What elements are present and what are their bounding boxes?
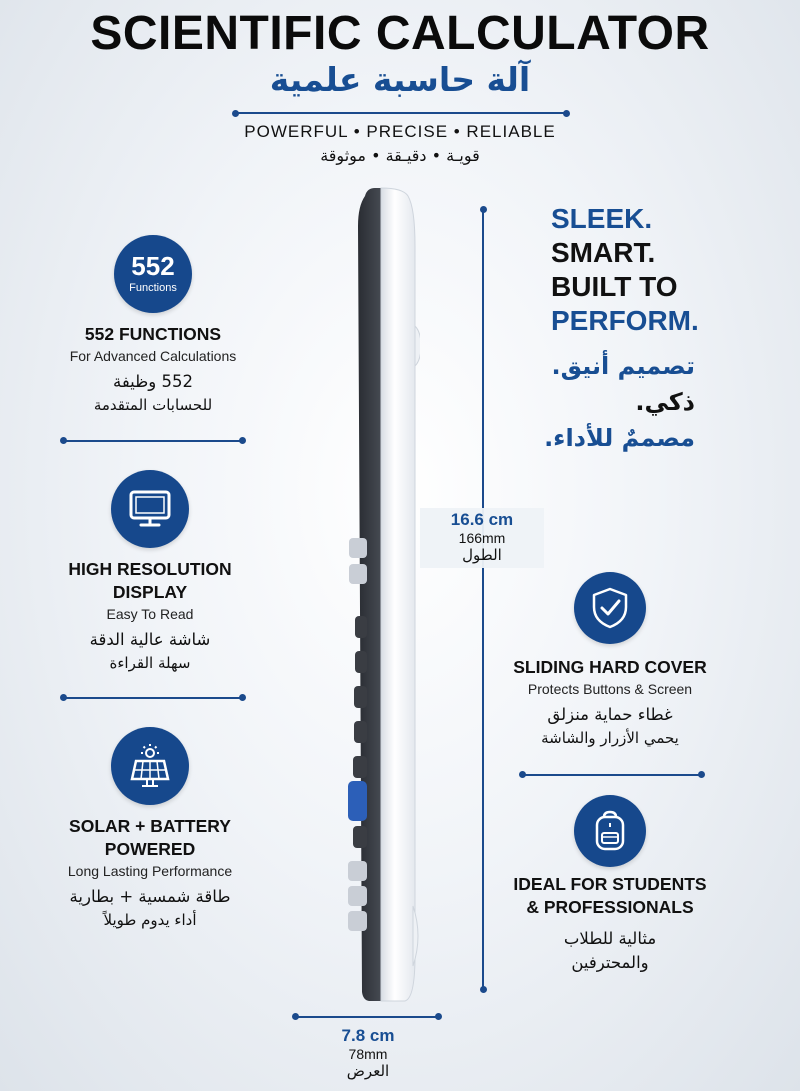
divider-left-2 bbox=[66, 697, 242, 699]
feature-title: SLIDING HARD COVER bbox=[513, 657, 707, 677]
shield-check-icon bbox=[590, 586, 630, 630]
feature-arabic-subtitle: أداء يدوم طويلاً bbox=[103, 911, 197, 929]
title-divider-dot-right bbox=[563, 110, 570, 117]
slogan-line1: SLEEK. bbox=[551, 203, 653, 234]
width-dimension-label bbox=[320, 1026, 416, 1080]
width-dimension-line bbox=[298, 1016, 438, 1018]
shield-icon-badge bbox=[574, 572, 646, 644]
solar-panel-icon-badge bbox=[111, 727, 189, 805]
slogan-arabic bbox=[530, 348, 695, 456]
tagline: POWERFUL • PRECISE • RELIABLE bbox=[244, 122, 556, 141]
slogan-arabic-line3: مصممٌ للأداء. bbox=[544, 424, 695, 452]
divider-dot bbox=[239, 437, 246, 444]
number-badge bbox=[114, 235, 192, 313]
height-mm: 166mm bbox=[458, 530, 506, 546]
feature-subtitle: Protects Buttons & Screen bbox=[527, 681, 693, 697]
feature-subtitle: Easy To Read bbox=[106, 606, 194, 622]
tagline-arabic: قويـة • دقيـقة • موثوقة bbox=[320, 146, 480, 165]
divider-dot bbox=[60, 437, 67, 444]
backpack-icon bbox=[590, 809, 630, 853]
feature-title-line1: IDEAL FOR STUDENTS bbox=[513, 874, 707, 894]
feature-arabic-title: غطاء حماية منزلق bbox=[547, 705, 673, 724]
feature-title bbox=[0, 815, 300, 861]
feature-sliding-hard-cover bbox=[460, 572, 760, 749]
divider-dot bbox=[519, 771, 526, 778]
calculator-side-view bbox=[345, 186, 420, 1006]
feature-arabic-subtitle: يحمي الأزرار والشاشة bbox=[541, 729, 679, 747]
divider-dot bbox=[60, 694, 67, 701]
width-line-dot-right bbox=[435, 1013, 442, 1020]
feature-title: 552 FUNCTIONS bbox=[84, 324, 222, 344]
feature-title-line2: POWERED bbox=[104, 839, 196, 859]
feature-students-professionals bbox=[460, 795, 760, 975]
monitor-icon-badge bbox=[111, 470, 189, 548]
height-line-dot-bottom bbox=[480, 986, 487, 993]
divider-dot bbox=[239, 694, 246, 701]
slogan-arabic-line1: تصميم أنيق. bbox=[551, 352, 695, 380]
badge-number: 552 bbox=[131, 251, 175, 281]
feature-solar-battery bbox=[0, 727, 300, 931]
feature-subtitle: Long Lasting Performance bbox=[67, 863, 233, 879]
slogan-line3: BUILT TO bbox=[551, 271, 678, 302]
feature-arabic-subtitle: للحسابات المتقدمة bbox=[93, 396, 213, 414]
feature-arabic-subtitle: والمحترفين bbox=[571, 953, 649, 972]
title-divider bbox=[238, 112, 566, 114]
slogan-line4: PERFORM. bbox=[551, 305, 699, 336]
width-arabic: العرض bbox=[346, 1062, 390, 1080]
width-mm: 78mm bbox=[348, 1046, 388, 1062]
feature-title-line1: HIGH RESOLUTION bbox=[68, 559, 232, 579]
feature-title-line2: DISPLAY bbox=[112, 582, 188, 602]
monitor-icon bbox=[128, 489, 172, 529]
badge-label: Functions bbox=[129, 282, 177, 294]
feature-title-line1: SOLAR + BATTERY bbox=[69, 816, 231, 836]
divider-dot bbox=[698, 771, 705, 778]
feature-arabic-title: مثالية للطلاب bbox=[563, 929, 657, 948]
feature-arabic-title: 552 وظيفة bbox=[112, 372, 194, 391]
feature-title bbox=[460, 873, 760, 919]
feature-552-functions bbox=[3, 235, 303, 416]
width-line-dot-left bbox=[292, 1013, 299, 1020]
feature-arabic-title: طاقة شمسية + بطارية bbox=[69, 887, 231, 906]
backpack-icon-badge bbox=[574, 795, 646, 867]
width-cm: 7.8 cm bbox=[341, 1026, 395, 1045]
feature-title-line2: & PROFESSIONALS bbox=[526, 897, 694, 917]
feature-subtitle: For Advanced Calculations bbox=[69, 348, 237, 364]
slogan bbox=[551, 202, 791, 338]
title-divider-dot-left bbox=[232, 110, 239, 117]
feature-title bbox=[0, 558, 300, 604]
feature-arabic-title: شاشة عالية الدقة bbox=[89, 630, 211, 649]
slogan-line2: SMART. bbox=[551, 237, 656, 268]
feature-high-resolution-display bbox=[0, 470, 300, 674]
slogan-arabic-line2: ذكي. bbox=[635, 388, 695, 416]
divider-left-1 bbox=[66, 440, 242, 442]
height-dimension-label bbox=[420, 508, 544, 568]
page-title-arabic: آلة حاسبة علمية bbox=[269, 60, 531, 99]
page-title: SCIENTIFIC CALCULATOR bbox=[90, 7, 710, 60]
divider-right-1 bbox=[525, 774, 701, 776]
height-cm: 16.6 cm bbox=[450, 510, 514, 529]
height-arabic: الطول bbox=[462, 546, 502, 564]
height-line-dot-top bbox=[480, 206, 487, 213]
feature-arabic-subtitle: سهلة القراءة bbox=[109, 654, 191, 672]
solar-panel-icon bbox=[127, 743, 173, 789]
